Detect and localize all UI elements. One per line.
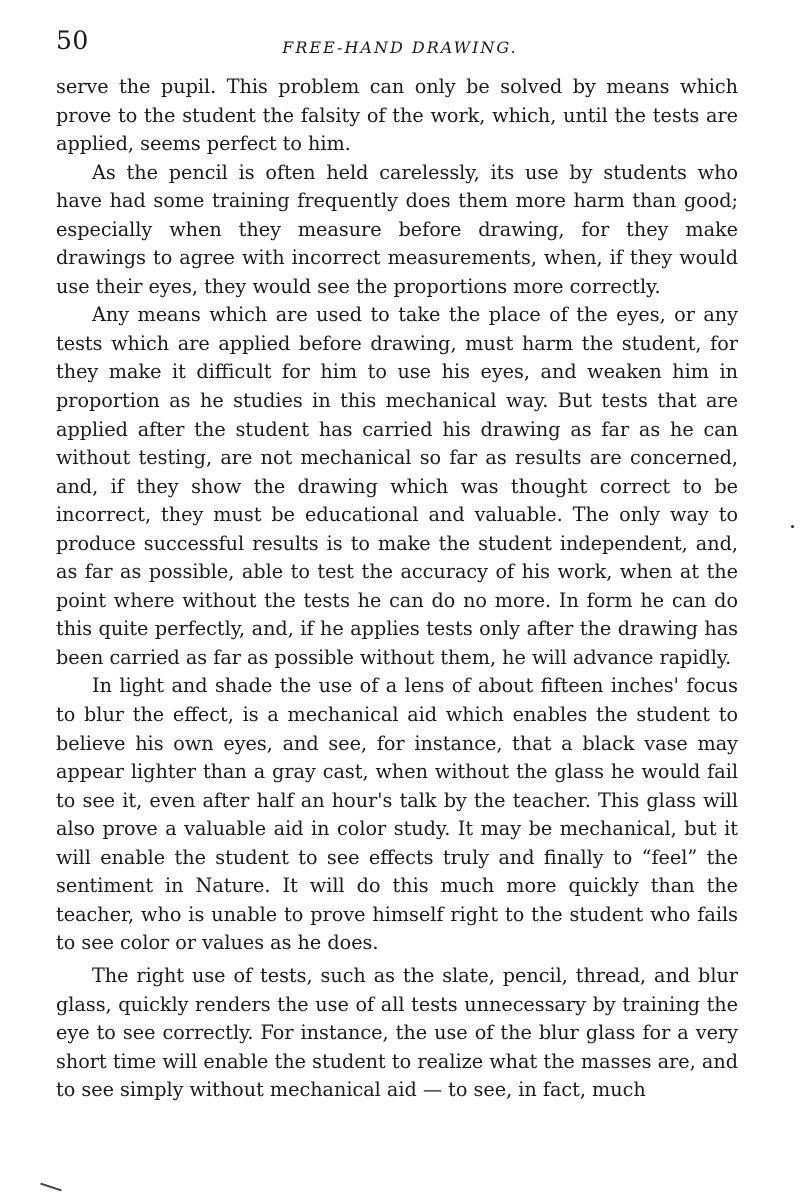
- margin-speck: [791, 525, 794, 528]
- corner-mark: [40, 1183, 62, 1192]
- body-text: [56, 73, 738, 1105]
- running-head: FREE-HAND DRAWING.: [282, 38, 518, 57]
- page-header: [56, 18, 744, 58]
- paragraph-means-and-tests: Any means which are used to take the place of the eyes, or any tests which are applied before drawing, must harm the student, for they make it difficult for him to use his eyes, and weaken him in proportion as he studies in this mechanical way. But tests that are applied after the student has carried his drawing as far as he can without testing, are not mechanical so far as results are concerned, and, if they show the drawing which was thought correct to be incorrect, they must be educational and valuable. The only way to produce successful results is to make the student independent, and, as far as possible, able to test the accuracy of his work, when at the point where without the tests he can do no more. In form he can do this quite perfectly, and, if he applies tests only after the drawing has been carried as far as possible without them, he will advance rapidly.: [56, 303, 738, 669]
- paragraph-right-use-of-tests: The right use of tests, such as the slate, pencil, thread, and blur glass, quickly renders the use of all tests unnecessary by training the eye to see correctly. For instance, the use of the blur glass for a very short time will enable the student to realize what the masses are, and to see simply without mechanical aid — to see, in fact, much: [56, 963, 738, 1102]
- paragraph-pencil: As the pencil is often held carelessly, its use by students who have had some training frequently does them more harm than good; especially when they measure before drawing, for they make drawings to agree with incorrect measurements, when, if they would use their eyes, they would see the proportions more correctly.: [56, 160, 738, 298]
- paragraph-light-and-shade: In light and shade the use of a lens of about fifteen inches' focus to blur the effect, is a mechanical aid which enables the student to believe his own eyes, and see, for instance, that a black vase may appear lighter than a gray cast, when without the glass he would fail to see it, even after half an hour's talk by the teacher. This glass will also prove a valuable aid in color study. It may be mechanical, but it will enable the student to see effects truly and finally to “feel” the sentiment in Nature. It will do this much more quickly than the teacher, who is unable to prove himself right to the student who fails to see color or values as he does.: [56, 674, 738, 955]
- paragraph-continuation: serve the pupil. This problem can only be solved by means which prove to the student the falsity of the work, which, until the tests are applied, seems perfect to him.: [56, 75, 738, 156]
- page-number: 50: [56, 26, 89, 55]
